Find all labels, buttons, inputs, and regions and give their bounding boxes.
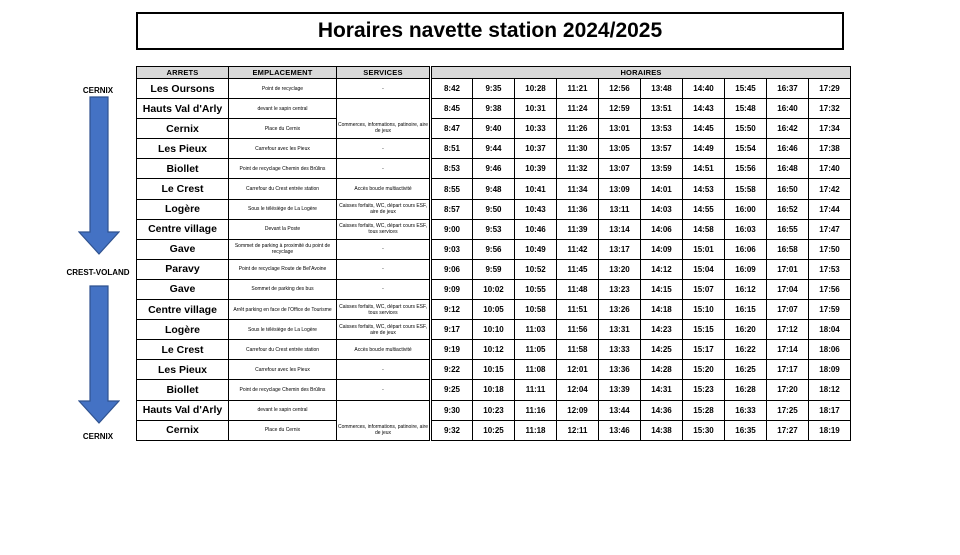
departure-time: 14:43 — [683, 99, 725, 119]
departure-time: 11:24 — [557, 99, 599, 119]
departure-time: 16:09 — [725, 259, 767, 279]
stop-name: Le Crest — [137, 179, 229, 199]
departure-time: 13:51 — [641, 99, 683, 119]
departure-time: 11:05 — [515, 340, 557, 360]
departure-time: 16:42 — [767, 119, 809, 139]
departure-time: 10:43 — [515, 199, 557, 219]
departure-time: 9:46 — [473, 159, 515, 179]
departure-time: 16:00 — [725, 199, 767, 219]
stop-services: - — [337, 259, 431, 279]
stop-name: Centre village — [137, 219, 229, 239]
departure-time: 14:01 — [641, 179, 683, 199]
departure-time: 15:23 — [683, 380, 725, 400]
stop-name: Logère — [137, 199, 229, 219]
departure-time: 17:27 — [767, 420, 809, 440]
departure-time: 14:03 — [641, 199, 683, 219]
departure-time: 17:04 — [767, 279, 809, 299]
departure-time: 15:50 — [725, 119, 767, 139]
departure-time: 14:49 — [683, 139, 725, 159]
stop-location: Carrefour avec les Pieux — [229, 139, 337, 159]
departure-time: 9:35 — [473, 79, 515, 99]
departure-time: 9:00 — [431, 219, 473, 239]
departure-time: 10:49 — [515, 239, 557, 259]
departure-time: 17:56 — [809, 279, 851, 299]
departure-time: 15:28 — [683, 400, 725, 420]
departure-time: 13:17 — [599, 239, 641, 259]
stop-services: Caisses forfaits, WC, départ cours ESF, aire de jeux — [337, 199, 431, 219]
stop-services — [337, 400, 431, 420]
departure-time: 14:55 — [683, 199, 725, 219]
table-row — [137, 179, 851, 199]
stop-name: Gave — [137, 279, 229, 299]
departure-time: 14:45 — [683, 119, 725, 139]
departure-time: 18:12 — [809, 380, 851, 400]
departure-time: 10:18 — [473, 380, 515, 400]
page-title: Horaires navette station 2024/2025 — [136, 12, 844, 50]
departure-time: 13:36 — [599, 360, 641, 380]
departure-time: 9:38 — [473, 99, 515, 119]
table-row — [137, 79, 851, 99]
stop-location: Devant la Poste — [229, 219, 337, 239]
departure-time: 12:11 — [557, 420, 599, 440]
table-row — [137, 400, 851, 420]
departure-time: 15:48 — [725, 99, 767, 119]
stop-services: - — [337, 159, 431, 179]
departure-time: 14:15 — [641, 279, 683, 299]
table-row — [137, 360, 851, 380]
departure-time: 9:19 — [431, 340, 473, 360]
departure-time: 16:50 — [767, 179, 809, 199]
departure-time: 14:53 — [683, 179, 725, 199]
departure-time: 16:03 — [725, 219, 767, 239]
departure-time: 12:59 — [599, 99, 641, 119]
stop-name: Logère — [137, 320, 229, 340]
departure-time: 13:44 — [599, 400, 641, 420]
stop-location: Carrefour du Crest entrée station — [229, 179, 337, 199]
departure-time: 8:51 — [431, 139, 473, 159]
stop-services: Caisses forfaits, WC, départ cours ESF, tous services — [337, 300, 431, 320]
departure-time: 11:16 — [515, 400, 557, 420]
departure-time: 9:56 — [473, 239, 515, 259]
departure-time: 12:04 — [557, 380, 599, 400]
stop-name: Hauts Val d'Arly — [137, 99, 229, 119]
departure-time: 9:59 — [473, 259, 515, 279]
departure-time: 17:44 — [809, 199, 851, 219]
departure-time: 8:53 — [431, 159, 473, 179]
departure-time: 13:20 — [599, 259, 641, 279]
departure-time: 16:46 — [767, 139, 809, 159]
departure-time: 16:35 — [725, 420, 767, 440]
departure-time: 10:58 — [515, 300, 557, 320]
down-arrow-icon-lower — [78, 285, 120, 425]
departure-time: 11:03 — [515, 320, 557, 340]
departure-time: 18:09 — [809, 360, 851, 380]
schedule-body — [137, 79, 851, 441]
departure-time: 14:58 — [683, 219, 725, 239]
departure-time: 13:01 — [599, 119, 641, 139]
departure-time: 9:48 — [473, 179, 515, 199]
stop-name: Biollet — [137, 380, 229, 400]
stop-location: Sous le télésiège de La Logère — [229, 320, 337, 340]
down-arrow-lower-shape — [79, 286, 119, 423]
departure-time: 11:26 — [557, 119, 599, 139]
departure-time: 15:56 — [725, 159, 767, 179]
table-row — [137, 239, 851, 259]
departure-time: 17:47 — [809, 219, 851, 239]
departure-time: 15:58 — [725, 179, 767, 199]
departure-time: 13:46 — [599, 420, 641, 440]
stop-name: Cernix — [137, 119, 229, 139]
departure-time: 9:09 — [431, 279, 473, 299]
departure-time: 16:52 — [767, 199, 809, 219]
stop-location: devant le sapin central — [229, 400, 337, 420]
departure-time: 14:38 — [641, 420, 683, 440]
departure-time: 15:54 — [725, 139, 767, 159]
departure-time: 10:12 — [473, 340, 515, 360]
departure-time: 16:58 — [767, 239, 809, 259]
departure-time: 13:26 — [599, 300, 641, 320]
header-horaires: HORAIRES — [431, 67, 851, 79]
header-row — [137, 67, 851, 79]
departure-time: 17:32 — [809, 99, 851, 119]
stop-location: Arrêt parking en face de l'Office de Tourisme — [229, 300, 337, 320]
departure-time: 11:51 — [557, 300, 599, 320]
departure-time: 8:45 — [431, 99, 473, 119]
departure-time: 15:04 — [683, 259, 725, 279]
departure-time: 14:23 — [641, 320, 683, 340]
departure-time: 14:12 — [641, 259, 683, 279]
stop-services: - — [337, 360, 431, 380]
departure-time: 14:51 — [683, 159, 725, 179]
stop-location: Point de recyclage Chemin des Brûlins — [229, 380, 337, 400]
stop-name: Les Oursons — [137, 79, 229, 99]
stop-location: Point de recyclage Chemin des Brûlins — [229, 159, 337, 179]
stop-services: - — [337, 239, 431, 259]
departure-time: 17:29 — [809, 79, 851, 99]
stop-name: Le Crest — [137, 340, 229, 360]
stop-name: Hauts Val d'Arly — [137, 400, 229, 420]
departure-time: 17:25 — [767, 400, 809, 420]
departure-time: 11:11 — [515, 380, 557, 400]
departure-time: 10:46 — [515, 219, 557, 239]
stop-services: Commerces, informations, patinoire, aire de jeux — [337, 119, 431, 139]
stop-services — [337, 99, 431, 119]
departure-time: 14:25 — [641, 340, 683, 360]
table-row — [137, 119, 851, 139]
departure-time: 10:39 — [515, 159, 557, 179]
departure-time: 11:18 — [515, 420, 557, 440]
table-row — [137, 420, 851, 440]
departure-time: 9:17 — [431, 320, 473, 340]
departure-time: 17:40 — [809, 159, 851, 179]
departure-time: 18:06 — [809, 340, 851, 360]
stop-services: Accès boucle multiactivité — [337, 340, 431, 360]
departure-time: 18:04 — [809, 320, 851, 340]
departure-time: 10:15 — [473, 360, 515, 380]
departure-time: 11:39 — [557, 219, 599, 239]
departure-time: 12:09 — [557, 400, 599, 420]
side-label-cernix-top: CERNIX — [82, 86, 114, 95]
departure-time: 17:53 — [809, 259, 851, 279]
departure-time: 11:36 — [557, 199, 599, 219]
departure-time: 15:15 — [683, 320, 725, 340]
stop-services: Accès boucle multiactivité — [337, 179, 431, 199]
stop-services: - — [337, 279, 431, 299]
departure-time: 12:01 — [557, 360, 599, 380]
departure-time: 8:47 — [431, 119, 473, 139]
departure-time: 10:02 — [473, 279, 515, 299]
departure-time: 11:42 — [557, 239, 599, 259]
departure-time: 16:55 — [767, 219, 809, 239]
stop-name: Les Pieux — [137, 360, 229, 380]
departure-time: 16:20 — [725, 320, 767, 340]
stop-services: Commerces, informations, patinoire, aire de jeux — [337, 420, 431, 440]
departure-time: 10:28 — [515, 79, 557, 99]
departure-time: 11:58 — [557, 340, 599, 360]
departure-time: 9:53 — [473, 219, 515, 239]
departure-time: 16:22 — [725, 340, 767, 360]
departure-time: 14:36 — [641, 400, 683, 420]
departure-time: 10:05 — [473, 300, 515, 320]
departure-time: 17:14 — [767, 340, 809, 360]
departure-time: 10:55 — [515, 279, 557, 299]
departure-time: 13:48 — [641, 79, 683, 99]
stop-location: Point de recyclage — [229, 79, 337, 99]
schedule-table — [136, 66, 851, 441]
departure-time: 8:42 — [431, 79, 473, 99]
stop-services: Caisses forfaits, WC, départ cours ESF, aire de jeux — [337, 320, 431, 340]
departure-time: 17:20 — [767, 380, 809, 400]
stop-location: Point de recyclage Route de Bel'Avoine — [229, 259, 337, 279]
stop-name: Paravy — [137, 259, 229, 279]
down-arrow-upper-shape — [79, 97, 119, 254]
departure-time: 13:05 — [599, 139, 641, 159]
table-row — [137, 199, 851, 219]
departure-time: 14:31 — [641, 380, 683, 400]
departure-time: 9:50 — [473, 199, 515, 219]
departure-time: 9:12 — [431, 300, 473, 320]
departure-time: 8:55 — [431, 179, 473, 199]
stop-name: Les Pieux — [137, 139, 229, 159]
departure-time: 8:57 — [431, 199, 473, 219]
departure-time: 16:40 — [767, 99, 809, 119]
departure-time: 9:30 — [431, 400, 473, 420]
departure-time: 11:08 — [515, 360, 557, 380]
departure-time: 9:22 — [431, 360, 473, 380]
departure-time: 16:25 — [725, 360, 767, 380]
stop-location: Sous le télésiège de La Logère — [229, 199, 337, 219]
departure-time: 10:37 — [515, 139, 557, 159]
departure-time: 18:17 — [809, 400, 851, 420]
departure-time: 17:50 — [809, 239, 851, 259]
stop-location: Sommet de parking à proximité du point de recyclage — [229, 239, 337, 259]
stop-location: Place du Cernix — [229, 420, 337, 440]
stop-services: - — [337, 79, 431, 99]
departure-time: 13:09 — [599, 179, 641, 199]
departure-time: 17:01 — [767, 259, 809, 279]
departure-time: 11:32 — [557, 159, 599, 179]
departure-time: 13:59 — [641, 159, 683, 179]
departure-time: 10:10 — [473, 320, 515, 340]
departure-time: 10:23 — [473, 400, 515, 420]
stop-name: Biollet — [137, 159, 229, 179]
stop-services: - — [337, 139, 431, 159]
departure-time: 16:48 — [767, 159, 809, 179]
departure-time: 17:07 — [767, 300, 809, 320]
departure-time: 17:12 — [767, 320, 809, 340]
table-row — [137, 219, 851, 239]
departure-time: 15:30 — [683, 420, 725, 440]
departure-time: 16:06 — [725, 239, 767, 259]
departure-time: 14:18 — [641, 300, 683, 320]
table-row — [137, 139, 851, 159]
departure-time: 13:53 — [641, 119, 683, 139]
departure-time: 10:33 — [515, 119, 557, 139]
departure-time: 9:06 — [431, 259, 473, 279]
departure-time: 15:20 — [683, 360, 725, 380]
departure-time: 13:23 — [599, 279, 641, 299]
departure-time: 10:41 — [515, 179, 557, 199]
departure-time: 15:45 — [725, 79, 767, 99]
departure-time: 9:40 — [473, 119, 515, 139]
departure-time: 11:48 — [557, 279, 599, 299]
departure-time: 14:06 — [641, 219, 683, 239]
header-emplacement: EMPLACEMENT — [229, 67, 337, 79]
table-row — [137, 159, 851, 179]
departure-time: 18:19 — [809, 420, 851, 440]
stop-services: - — [337, 380, 431, 400]
departure-time: 13:14 — [599, 219, 641, 239]
departure-time: 13:07 — [599, 159, 641, 179]
departure-time: 13:39 — [599, 380, 641, 400]
stop-location: Place du Cernix — [229, 119, 337, 139]
departure-time: 15:10 — [683, 300, 725, 320]
departure-time: 11:30 — [557, 139, 599, 159]
departure-time: 17:17 — [767, 360, 809, 380]
departure-time: 11:56 — [557, 320, 599, 340]
departure-time: 13:11 — [599, 199, 641, 219]
stop-name: Cernix — [137, 420, 229, 440]
table-row — [137, 340, 851, 360]
stop-name: Centre village — [137, 300, 229, 320]
departure-time: 10:25 — [473, 420, 515, 440]
departure-time: 16:15 — [725, 300, 767, 320]
stop-services: Caisses forfaits, WC, départ cours ESF, tous services — [337, 219, 431, 239]
departure-time: 11:45 — [557, 259, 599, 279]
departure-time: 13:31 — [599, 320, 641, 340]
departure-time: 16:33 — [725, 400, 767, 420]
departure-time: 11:21 — [557, 79, 599, 99]
departure-time: 17:42 — [809, 179, 851, 199]
departure-time: 15:01 — [683, 239, 725, 259]
departure-time: 9:03 — [431, 239, 473, 259]
departure-time: 16:37 — [767, 79, 809, 99]
header-arrets: ARRETS — [137, 67, 229, 79]
table-row — [137, 320, 851, 340]
stop-location: devant le sapin central — [229, 99, 337, 119]
departure-time: 15:07 — [683, 279, 725, 299]
header-services: SERVICES — [337, 67, 431, 79]
departure-time: 9:25 — [431, 380, 473, 400]
table-row — [137, 279, 851, 299]
departure-time: 17:59 — [809, 300, 851, 320]
stop-location: Carrefour avec les Pieux — [229, 360, 337, 380]
departure-time: 10:31 — [515, 99, 557, 119]
departure-time: 14:40 — [683, 79, 725, 99]
side-label-cernix-bottom: CERNIX — [82, 432, 114, 441]
side-label-crest-voland: CREST-VOLAND — [66, 268, 130, 277]
departure-time: 17:34 — [809, 119, 851, 139]
departure-time: 17:38 — [809, 139, 851, 159]
departure-time: 10:52 — [515, 259, 557, 279]
table-row — [137, 380, 851, 400]
departure-time: 13:33 — [599, 340, 641, 360]
down-arrow-icon-upper — [78, 96, 120, 256]
table-row — [137, 99, 851, 119]
departure-time: 9:32 — [431, 420, 473, 440]
stop-location: Sommet de parking des bus — [229, 279, 337, 299]
table-row — [137, 300, 851, 320]
departure-time: 11:34 — [557, 179, 599, 199]
departure-time: 15:17 — [683, 340, 725, 360]
departure-time: 16:28 — [725, 380, 767, 400]
departure-time: 13:57 — [641, 139, 683, 159]
departure-time: 14:09 — [641, 239, 683, 259]
departure-time: 16:12 — [725, 279, 767, 299]
stop-name: Gave — [137, 239, 229, 259]
table-row — [137, 259, 851, 279]
departure-time: 9:44 — [473, 139, 515, 159]
stop-location: Carrefour du Crest entrée station — [229, 340, 337, 360]
departure-time: 14:28 — [641, 360, 683, 380]
departure-time: 12:56 — [599, 79, 641, 99]
